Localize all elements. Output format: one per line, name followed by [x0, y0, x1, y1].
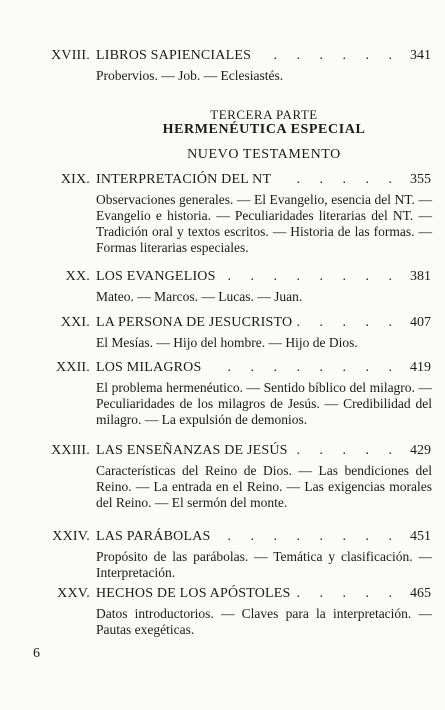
- chapter-number: XX.: [65, 269, 90, 284]
- toc-entry: [0, 584, 445, 637]
- toc-entry-heading[interactable]: [0, 46, 445, 66]
- chapter-summary: Observaciones generales. — El Evangelio, esencia del NT. — Evangelio e historia. — Peculiaridades literarias del NT. — Tradición oral y textos escritos. — Historia de las formas. — Formas literarias especiales.: [96, 192, 432, 255]
- chapter-summary: El problema hermenéutico. — Sentido bíblico del milagro. — Peculiaridades de los milagros de Jesús. — Credibilidad del milagro. — La expulsión de demonios.: [96, 380, 432, 427]
- toc-entry: [0, 267, 445, 304]
- folio-page-number: 6: [33, 646, 40, 661]
- toc-entry: [0, 170, 445, 255]
- part-title: HERMENÉUTICA ESPECIAL: [162, 122, 366, 137]
- chapter-page-number: 355: [410, 172, 431, 187]
- dot-leader: . . . . .: [296, 315, 400, 330]
- chapter-page-number: 381: [410, 269, 431, 284]
- chapter-title: LOS EVANGELIOS: [96, 269, 216, 284]
- part-label: TERCERA PARTE: [210, 107, 318, 122]
- toc-entry-heading[interactable]: [0, 358, 445, 378]
- dot-leader: . . . . .: [296, 172, 400, 187]
- chapter-number: XIX.: [60, 172, 90, 187]
- chapter-number: XXI.: [60, 315, 90, 330]
- dot-leader: . . . . .: [296, 586, 400, 601]
- toc-entry-heading[interactable]: [0, 584, 445, 604]
- toc-entry: [0, 358, 445, 427]
- toc-entry: [0, 441, 445, 510]
- chapter-number: XXIII.: [51, 443, 90, 458]
- toc-entry-heading[interactable]: [0, 267, 445, 287]
- chapter-number: XVIII.: [51, 48, 90, 63]
- chapter-title: INTERPRETACIÓN DEL NT: [96, 172, 272, 187]
- section-heading: NUEVO TESTAMENTO: [187, 147, 341, 162]
- chapter-page-number: 341: [410, 48, 431, 63]
- toc-entry: [0, 46, 445, 83]
- chapter-summary: Datos introductorios. — Claves para la interpretación. — Pautas exegéticas.: [96, 606, 432, 637]
- dot-leader: . . . . . . . .: [227, 360, 400, 375]
- chapter-title: HECHOS DE LOS APÓSTOLES: [96, 586, 291, 601]
- chapter-page-number: 419: [410, 360, 431, 375]
- toc-entry: [0, 527, 445, 580]
- chapter-title: LOS MILAGROS: [96, 360, 202, 375]
- chapter-title: LA PERSONA DE JESUCRISTO: [96, 315, 293, 330]
- dot-leader: . . . . .: [296, 443, 400, 458]
- toc-entry-heading[interactable]: [0, 441, 445, 461]
- chapter-number: XXII.: [55, 360, 90, 375]
- chapter-number: XXIV.: [52, 529, 90, 544]
- chapter-page-number: 407: [410, 315, 431, 330]
- toc-entry: [0, 313, 445, 350]
- chapter-title: LAS PARÁBOLAS: [96, 529, 211, 544]
- chapter-title: LAS ENSEÑANZAS DE JESÚS: [96, 443, 288, 458]
- dot-leader: . . . . . . . .: [227, 269, 400, 284]
- dot-leader: . . . . . . . .: [227, 529, 400, 544]
- chapter-summary: Propósito de las parábolas. — Temática y clasificación. — Interpretación.: [96, 549, 432, 580]
- chapter-summary: El Mesías. — Hijo del hombre. — Hijo de Dios.: [96, 335, 358, 350]
- chapter-title: LIBROS SAPIENCIALES: [96, 48, 252, 63]
- chapter-page-number: 451: [410, 529, 431, 544]
- toc-entry-heading[interactable]: [0, 170, 445, 190]
- chapter-summary: Características del Reino de Dios. — Las bendiciones del Reino. — La entrada en el Reino. — Las exigencias morales del Reino. — El sermón del monte.: [96, 463, 432, 510]
- chapter-page-number: 465: [410, 586, 431, 601]
- chapter-summary: Mateo. — Marcos. — Lucas. — Juan.: [96, 289, 303, 304]
- chapter-page-number: 429: [410, 443, 431, 458]
- dot-leader: . . . . . .: [273, 48, 400, 63]
- toc-entry-heading[interactable]: [0, 313, 445, 333]
- chapter-number: XXV.: [57, 586, 90, 601]
- chapter-summary: Probervios. — Job. — Eclesiastés.: [96, 68, 284, 83]
- toc-entry-heading[interactable]: [0, 527, 445, 547]
